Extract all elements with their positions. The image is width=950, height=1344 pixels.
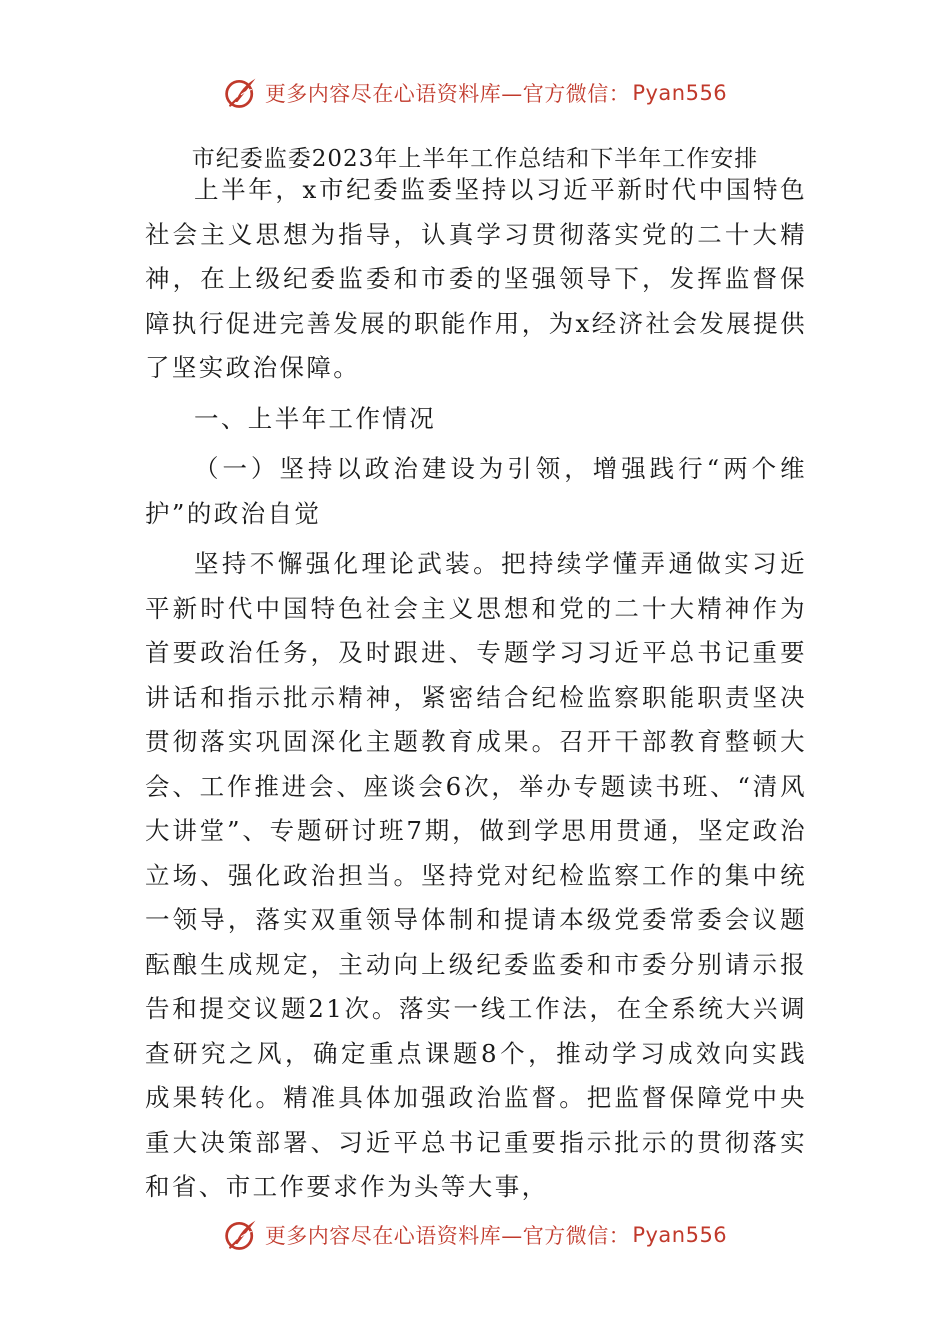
intro-paragraph: 上半年，x市纪委监委坚持以习近平新时代中国特色社会主义思想为指导，认真学习贯彻落实党的二十大精神，在上级纪委监委和市委的坚强领导下，发挥监督保障执行促进完善发展的职能作用，为x经济社会发展提供了坚实政治保障。 bbox=[145, 175, 807, 382]
body-paragraph: 坚持不懈强化理论武装。把持续学懂弄通做实习近平新时代中国特色社会主义思想和党的二十大精神作为首要政治任务，及时跟进、专题学习习近平总书记重要讲话和指示批示精神，紧密结合纪检监察职能职责坚决贯彻落实巩固深化主题教育成果。召开干部教育整顿大会、工作推进会、座谈会6次，举办专题读书班、“清风大讲堂”、专题研讨班7期，做到学思用贯通，坚定政治立场、强化政治担当。坚持党对纪检监察工作的集中统一领导，落实双重领导体制和提请本级党委常委会议题酝酿生成规定，主动向上级纪委监委和市委分别请示报告和提交议题21次。落实一线工作法，在全系统大兴调查研究之风，确定重点课题8个，推动学习成效向实践成果转化。精准具体加强政治监督。把监督保障党中央重大决策部署、习近平总书记重要指示批示的贯彻落实和省、市工作要求作为头等大事， bbox=[145, 549, 807, 1201]
watermark-text: 更多内容尽在心语资料库—官方微信： bbox=[264, 1224, 631, 1248]
watermark-wechat-id: Pyan556 bbox=[632, 1223, 728, 1247]
document-body bbox=[145, 168, 807, 1210]
watermark-text: 更多内容尽在心语资料库—官方微信： bbox=[264, 82, 631, 106]
section-heading: 一、上半年工作情况 bbox=[194, 403, 437, 433]
header-watermark bbox=[0, 73, 950, 113]
feather-pen-logo-icon bbox=[223, 75, 259, 111]
watermark-wechat-id: Pyan556 bbox=[632, 81, 728, 105]
document-title: 市纪委监委2023年上半年工作总结和下半年工作安排 bbox=[191, 146, 759, 172]
feather-pen-logo-icon bbox=[223, 1217, 259, 1253]
subsection-heading: （一）坚持以政治建设为引领，增强践行“两个维护”的政治自觉 bbox=[145, 454, 807, 528]
footer-watermark bbox=[0, 1215, 950, 1255]
